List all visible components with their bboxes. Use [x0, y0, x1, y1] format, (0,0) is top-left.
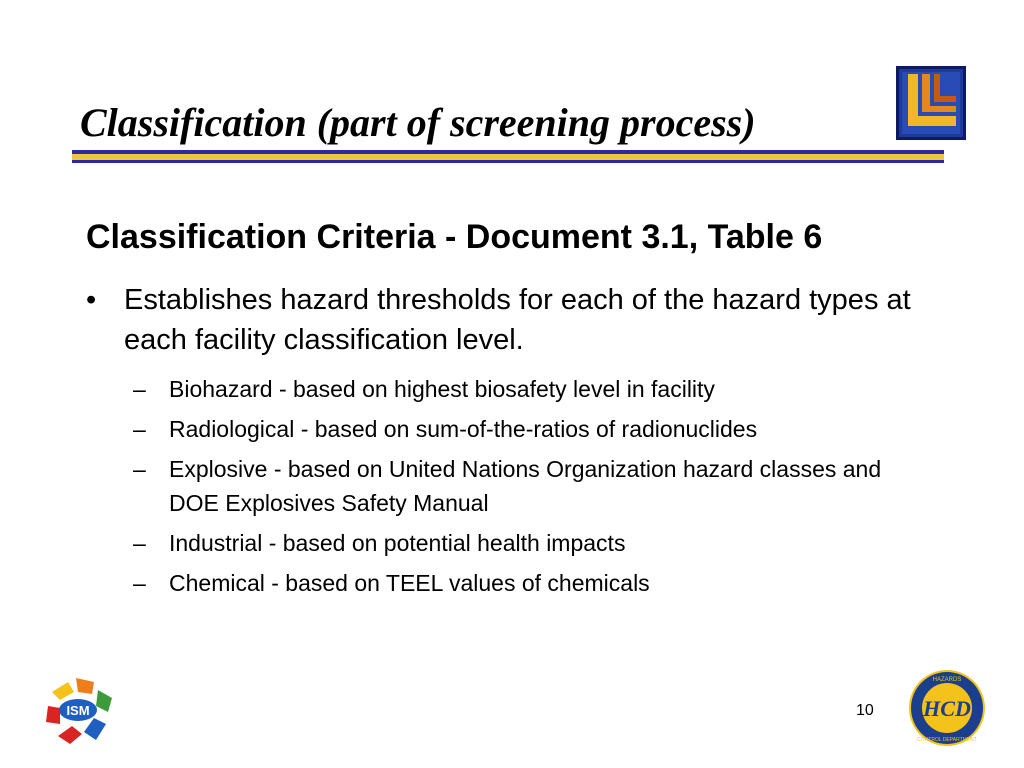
list-item: [133, 526, 913, 560]
list-item-text: Industrial - based on potential health impacts: [169, 530, 626, 556]
dash-marker: –: [133, 530, 146, 556]
list-item-text: Radiological - based on sum-of-the-ratios of radionuclides: [169, 416, 758, 442]
dash-marker: –: [133, 416, 146, 442]
hazard-type-list: [133, 372, 913, 606]
page-number: 10: [856, 702, 874, 719]
hcd-seal-icon: [906, 668, 988, 748]
ism-logo-icon: [38, 668, 120, 748]
bullet-marker: •: [86, 284, 97, 316]
list-item: [133, 452, 913, 520]
list-item-text: Biohazard - based on highest biosafety level in facility: [169, 376, 715, 402]
slide-title: Classification (part of screening process): [80, 100, 756, 145]
list-item-text: Chemical - based on TEEL values of chemicals: [169, 570, 650, 596]
main-bullet: [86, 280, 936, 360]
list-item: [133, 412, 913, 446]
dash-marker: –: [133, 570, 146, 596]
list-item: [133, 372, 913, 406]
hcd-seal-text: HCD: [923, 696, 971, 721]
section-subtitle: Classification Criteria - Document 3.1, Table 6: [86, 218, 823, 256]
hcd-ring-bottom-text: CONTROL DEPARTMENT: [917, 737, 977, 743]
lab-logo-icon: [896, 66, 966, 140]
hcd-ring-top-text: HAZARDS: [932, 677, 962, 683]
dash-marker: –: [133, 456, 146, 482]
ism-logo-text: ISM: [66, 703, 90, 718]
main-bullet-text: Establishes hazard thresholds for each of the hazard types at each facility classification level.: [124, 284, 911, 356]
dash-marker: –: [133, 376, 146, 402]
list-item: [133, 566, 913, 600]
list-item-text: Explosive - based on United Nations Organization hazard classes and DOE Explosives Safety Manual: [169, 456, 882, 516]
title-rule-bottom: [72, 160, 944, 163]
